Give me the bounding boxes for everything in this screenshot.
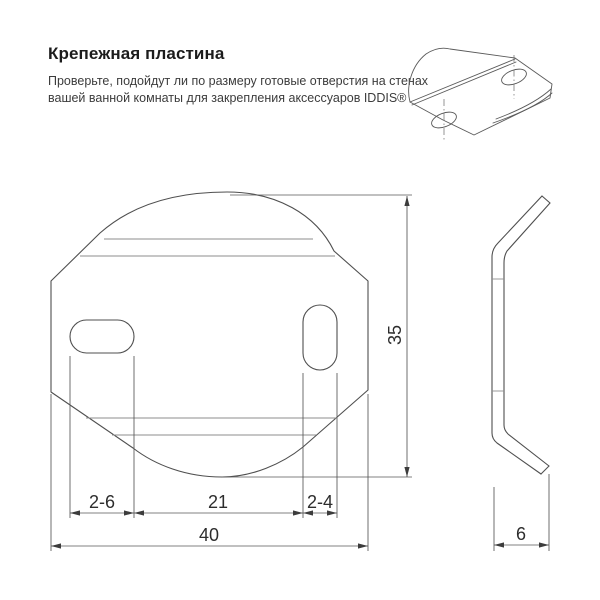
side-bottom-end-cap: [541, 466, 549, 474]
iso-view-thumbnail: [409, 48, 552, 141]
dim-label-left-slot: 2-6: [88, 492, 116, 512]
arrowhead: [539, 542, 549, 547]
arrowhead: [494, 542, 504, 547]
arrowhead: [404, 467, 409, 477]
side-view: [492, 196, 550, 474]
arrowhead: [70, 510, 80, 515]
dim-label-overall-width: 40: [198, 525, 220, 545]
left-slot: [70, 320, 134, 353]
arrowhead: [404, 196, 409, 206]
dim-label-slot-spacing: 21: [207, 492, 229, 512]
dim-label-height: 35: [385, 324, 405, 346]
front-view-dimensions: [51, 195, 412, 551]
right-slot: [303, 305, 337, 370]
iso-plate-outline: [409, 48, 552, 135]
arrowhead: [134, 510, 144, 515]
arrowhead: [51, 543, 61, 548]
iso-bottom-lip-edge: [496, 89, 551, 119]
subtitle-line-2: вашей ванной комнаты для закрепления аксессуаров IDDIS®: [48, 91, 407, 105]
dim-label-right-slot: 2-4: [306, 492, 334, 512]
side-top-end-cap: [542, 196, 550, 203]
arrowhead: [124, 510, 134, 515]
side-view-dimensions: [494, 474, 549, 551]
plate-outline: [51, 192, 368, 477]
iso-bend-ridge-line: [410, 59, 515, 102]
arrowhead: [293, 510, 303, 515]
dim-label-depth: 6: [515, 524, 527, 544]
arrowhead: [358, 543, 368, 548]
subtitle-line-1: Проверьте, подойдут ли по размеру готовые отверстия на стенах: [48, 74, 429, 88]
side-profile-outer: [492, 196, 542, 474]
page-title: Крепежная пластина: [48, 44, 225, 63]
iso-bend-ridge-line-2: [412, 62, 516, 105]
side-profile-inner: [504, 203, 550, 466]
front-view: [51, 192, 368, 477]
